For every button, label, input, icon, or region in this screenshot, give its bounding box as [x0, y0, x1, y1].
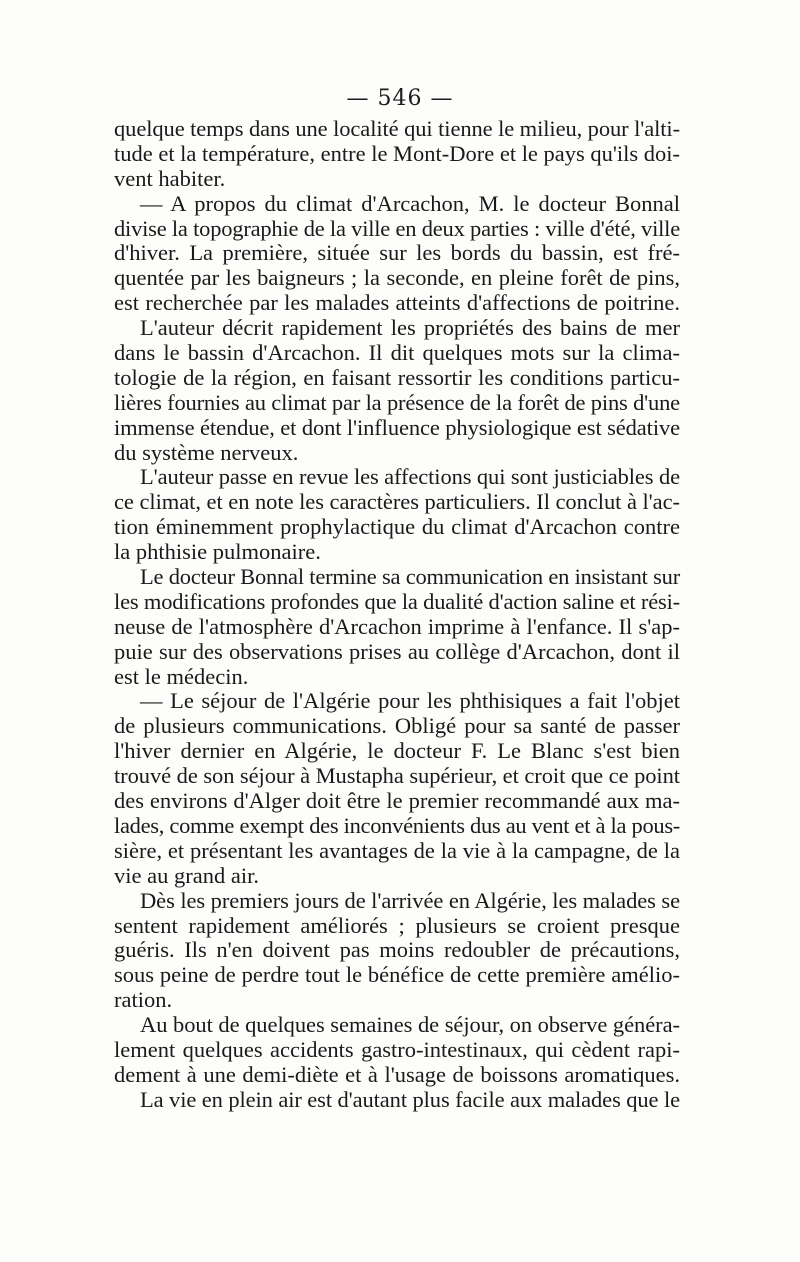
text-line: dement à une demi-diète et à l'usage de boissons aromatiques.: [114, 1061, 680, 1087]
text-line: sentent rapidement améliorés ; plusieurs se croient presque: [114, 912, 680, 938]
text-line: d'hiver. La première, située sur les bords du bassin, est fré-: [114, 240, 680, 266]
text-line: guéris. Ils n'en doivent pas moins redoubler de précautions,: [114, 937, 680, 963]
text-line: la phthisie pulmonaire.: [114, 539, 321, 565]
text-line: Dès les premiers jours de l'arrivée en Algérie, les malades se: [140, 887, 680, 913]
text-line: sous peine de perdre tout le bénéfice de cette première amélio-: [114, 962, 680, 988]
text-line: immense étendue, et dont l'influence physiologique est sédative: [114, 414, 680, 440]
text-line: Au bout de quelques semaines de séjour, on observe généra-: [140, 1012, 680, 1038]
text-line: ce climat, et en note les caractères particuliers. Il conclut à l'ac-: [114, 489, 680, 515]
text-line: — Le séjour de l'Algérie pour les phthisiques a fait l'objet: [140, 688, 680, 714]
text-line: vent habiter.: [114, 165, 226, 191]
text-line: du système nerveux.: [114, 439, 299, 465]
text-line: Le docteur Bonnal termine sa communication en insistant sur: [140, 564, 680, 590]
body-text: [114, 117, 680, 1113]
text-line: est recherchée par les malades atteints d'affections de poitrine.: [114, 290, 680, 316]
text-line: tion éminemment prophylactique du climat d'Arcachon contre: [114, 514, 680, 540]
text-line: lières fournies au climat par la présence de la forêt de pins d'une: [114, 389, 681, 415]
text-line: quelque temps dans une localité qui tienne le milieu, pour l'alti-: [114, 116, 680, 141]
text-line: ration.: [114, 987, 173, 1013]
text-line: lement quelques accidents gastro-intestinaux, qui cèdent rapi-: [114, 1036, 680, 1062]
page-number: — 546 —: [346, 86, 454, 111]
text-line: puie sur des observations prises au collège d'Arcachon, dont il: [114, 638, 680, 664]
text-line: — A propos du climat d'Arcachon, M. le docteur Bonnal: [140, 190, 680, 216]
text-line: des environs d'Alger doit être le premier recommandé aux ma-: [114, 788, 680, 814]
text-line: tologie de la région, en faisant ressortir les conditions particu-: [114, 364, 680, 390]
text-line: vie au grand air.: [114, 862, 259, 888]
text-line: dans le bassin d'Arcachon. Il dit quelques mots sur la clima-: [114, 340, 680, 366]
text-line: La vie en plein air est d'autant plus facile aux malades que le: [140, 1086, 680, 1112]
text-line: L'auteur décrit rapidement les propriétés des bains de mer: [140, 315, 680, 341]
text-line: les modifications profondes que la dualité d'action saline et rési-: [114, 588, 680, 614]
text-line: est le médecin.: [114, 663, 249, 689]
text-line: lades, comme exempt des inconvénients dus au vent et à la pous-: [114, 812, 680, 838]
text-line: sière, et présentant les avantages de la vie à la campagne, de la: [114, 837, 680, 863]
text-line: l'hiver dernier en Algérie, le docteur F. Le Blanc s'est bien: [114, 738, 680, 764]
text-line: tude et la température, entre le Mont-Dore et le pays qu'ils doi-: [114, 140, 680, 166]
text-line: divise la topographie de la ville en deux parties : ville d'été, ville: [114, 215, 680, 241]
text-line: quentée par les baigneurs ; la seconde, en pleine forêt de pins,: [114, 265, 680, 291]
text-line: neuse de l'atmosphère d'Arcachon imprime à l'enfance. Il s'ap-: [114, 613, 680, 639]
text-line: de plusieurs communications. Obligé pour sa santé de passer: [114, 713, 680, 739]
text-line: trouvé de son séjour à Mustapha supérieur, et croit que ce point: [114, 763, 680, 789]
text-line: L'auteur passe en revue les affections qui sont justiciables de: [140, 464, 680, 490]
